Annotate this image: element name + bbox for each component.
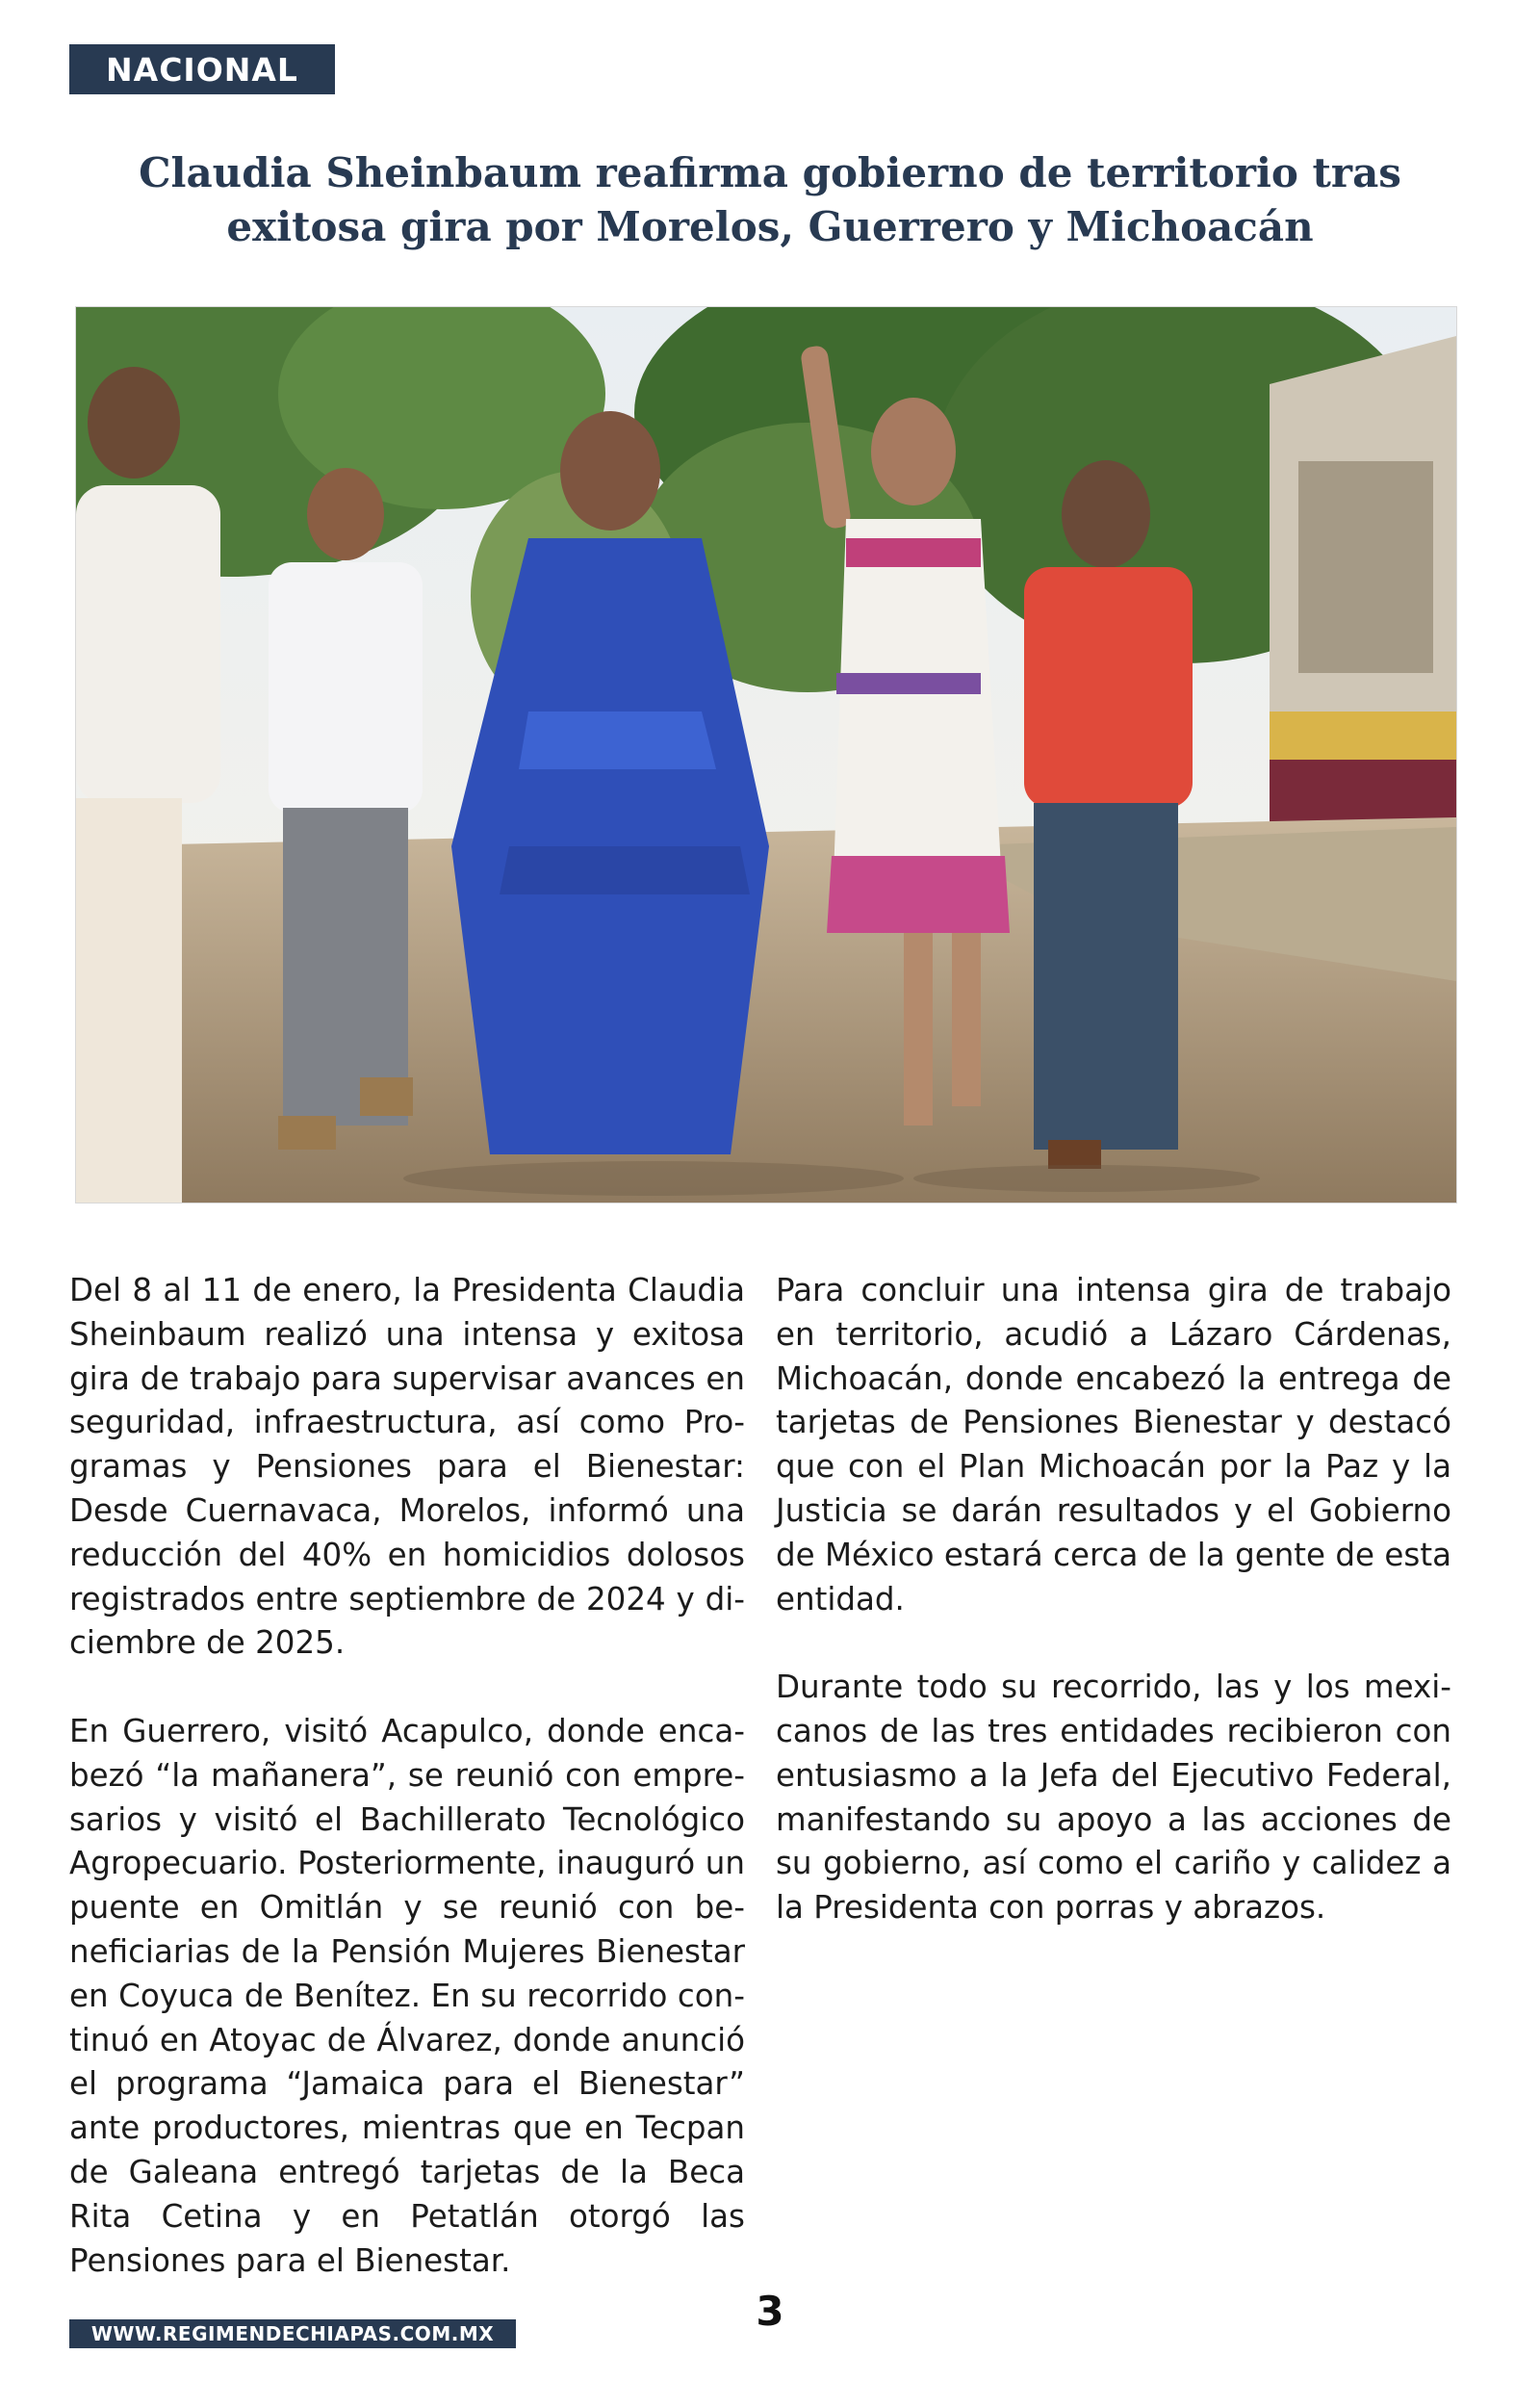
- section-tag: NACIONAL: [69, 44, 335, 94]
- article-paragraph: Del 8 al 11 de enero, la Presidenta Claudia Sheinbaum realizó una intensa y exitosa gira de trabajo para supervisar avances en seguridad, infraestructura, así como Programas y Pensiones para el Bienestar: Desde Cuernavaca, Morelos, informó una reducción del 40% en homicidios dolosos registrados entre septiembre de 2024 y diciembre de 2025.: [69, 1272, 745, 1662]
- article-column-left: [69, 1269, 745, 2283]
- page-number: 3: [756, 2288, 784, 2335]
- article-headline: Claudia Sheinbaum reafirma gobierno de territorio tras exitosa gira por Morelos, Guerrero y Michoacán: [139, 149, 1401, 250]
- article-photo: [75, 306, 1457, 1203]
- article-paragraph: Para concluir una intensa gira de trabajo en territorio, acudió a Lázaro Cárdenas, Michoacán, donde encabezó la entrega de tarjetas de Pensiones Bienestar y destacó que con el Plan Michoacán por la Paz y la Justicia se darán resultados y el Gobierno de México estará cerca de la gente de esta entidad.: [776, 1272, 1451, 1618]
- article-paragraph: Durante todo su recorrido, las y los mexicanos de las tres entidades recibieron con entusiasmo a la Jefa del Ejecutivo Federal, manifestando su apoyo a las acciones de su gobierno, así como el cariño y calidez a la Presidenta con porras y abrazos.: [776, 1669, 1451, 1927]
- article-column-right: [776, 1269, 1451, 1930]
- article-paragraph: En Guerrero, visitó Acapulco, donde encabezó “la mañanera”, se reunió con empresarios y visitó el Bachillerato Tecnológico Agropecuario. Posteriormente, inauguró un puente en Omitlán y se reunió con beneficiarias de la Pensión Mujeres Bienestar en Coyuca de Benítez. En su recorrido continuó en Atoyac de Álvarez, donde anunció el programa “Jamaica para el Bienestar” ante productores, mientras que en Tecpan de Galeana entregó tarjetas de la Beca Rita Cetina y en Petatlán otorgó las Pensiones para el Bienestar.: [69, 1712, 745, 2279]
- footer-website[interactable]: WWW.REGIMENDECHIAPAS.COM.MX: [69, 2319, 516, 2348]
